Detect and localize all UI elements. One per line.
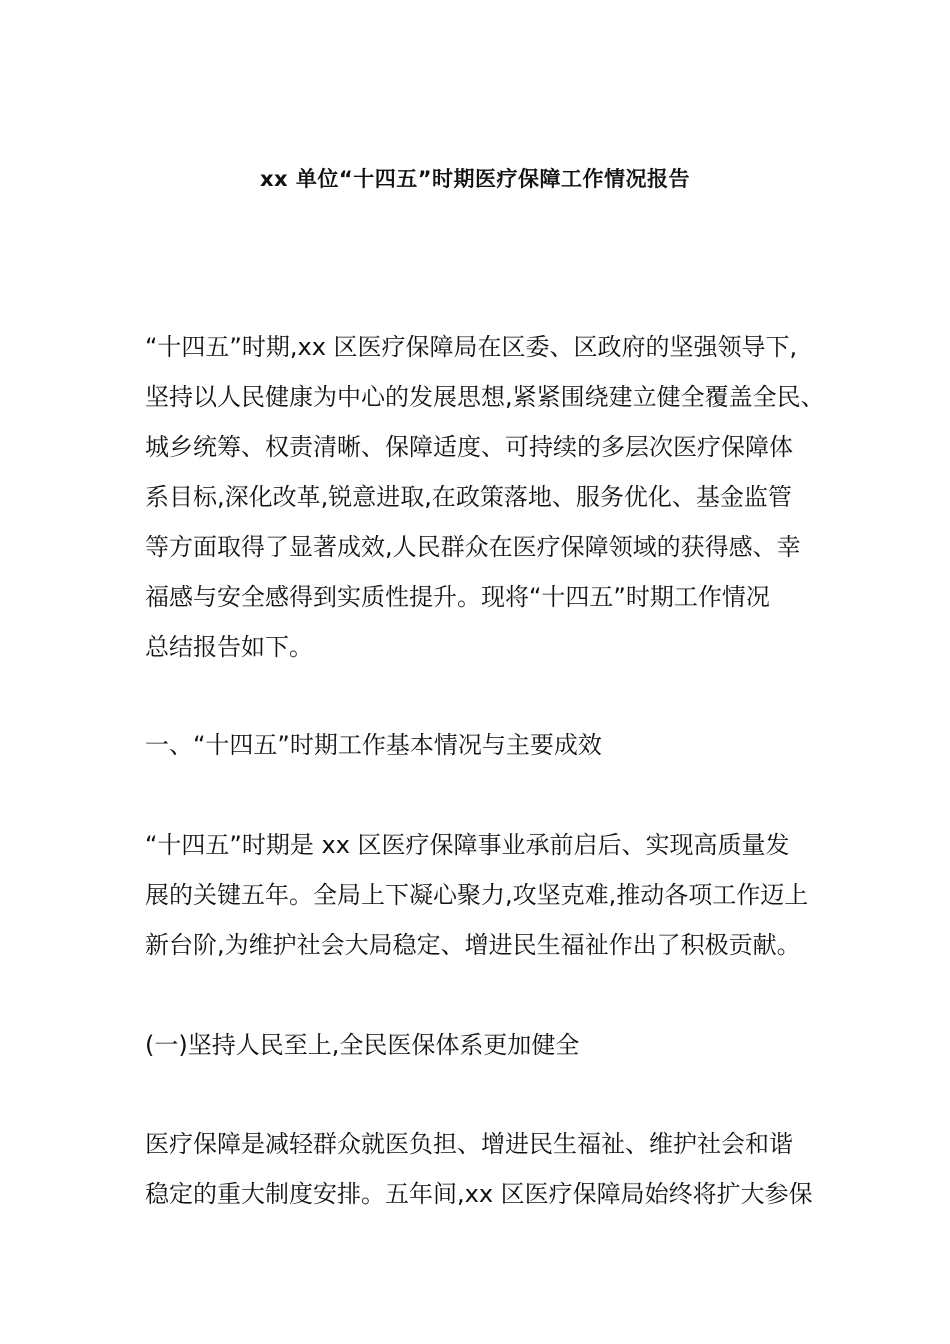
text-line: 医疗保障是减轻群众就医负担、增进民生福祉、维护社会和谐 [145, 1130, 793, 1158]
text-line: 新台阶,为维护社会大局稳定、增进民生福祉作出了积极贡献。 [145, 931, 801, 959]
text-line: 坚持以人民健康为中心的发展思想,紧紧围绕建立健全覆盖全民、 [145, 383, 825, 411]
text-line: 福感与安全感得到实质性提升。现将“十四五”时期工作情况 [145, 583, 770, 611]
document-title: xx 单位“十四五”时期医疗保障工作情况报告 [259, 167, 690, 191]
text-line: “十四五”时期,xx 区医疗保障局在区委、区政府的坚强领导下, [145, 333, 798, 361]
intro-paragraph [145, 322, 825, 672]
subsection-1-paragraph [145, 1119, 825, 1219]
text-line: 系目标,深化改革,锐意进取,在政策落地、服务优化、基金监管 [145, 483, 792, 511]
text-line: “十四五”时期是 xx 区医疗保障事业承前启后、实现高质量发 [145, 831, 790, 859]
section-1-paragraph [145, 820, 825, 970]
section-heading-1 [145, 720, 825, 770]
text-line: 城乡统筹、权责清晰、保障适度、可持续的多层次医疗保障体 [145, 433, 793, 461]
text-line: 等方面取得了显著成效,人民群众在医疗保障领域的获得感、幸 [145, 533, 801, 561]
text-line: (一)坚持人民至上,全民医保体系更加健全 [145, 1031, 580, 1059]
text-line: 稳定的重大制度安排。五年间,xx 区医疗保障局始终将扩大参保 [145, 1180, 813, 1208]
text-line: 一、“十四五”时期工作基本情况与主要成效 [145, 731, 602, 759]
text-line: 展的关键五年。全局上下凝心聚力,攻坚克难,推动各项工作迈上 [145, 881, 809, 909]
subsection-heading-1 [145, 1020, 825, 1070]
text-line: 总结报告如下。 [145, 633, 313, 661]
